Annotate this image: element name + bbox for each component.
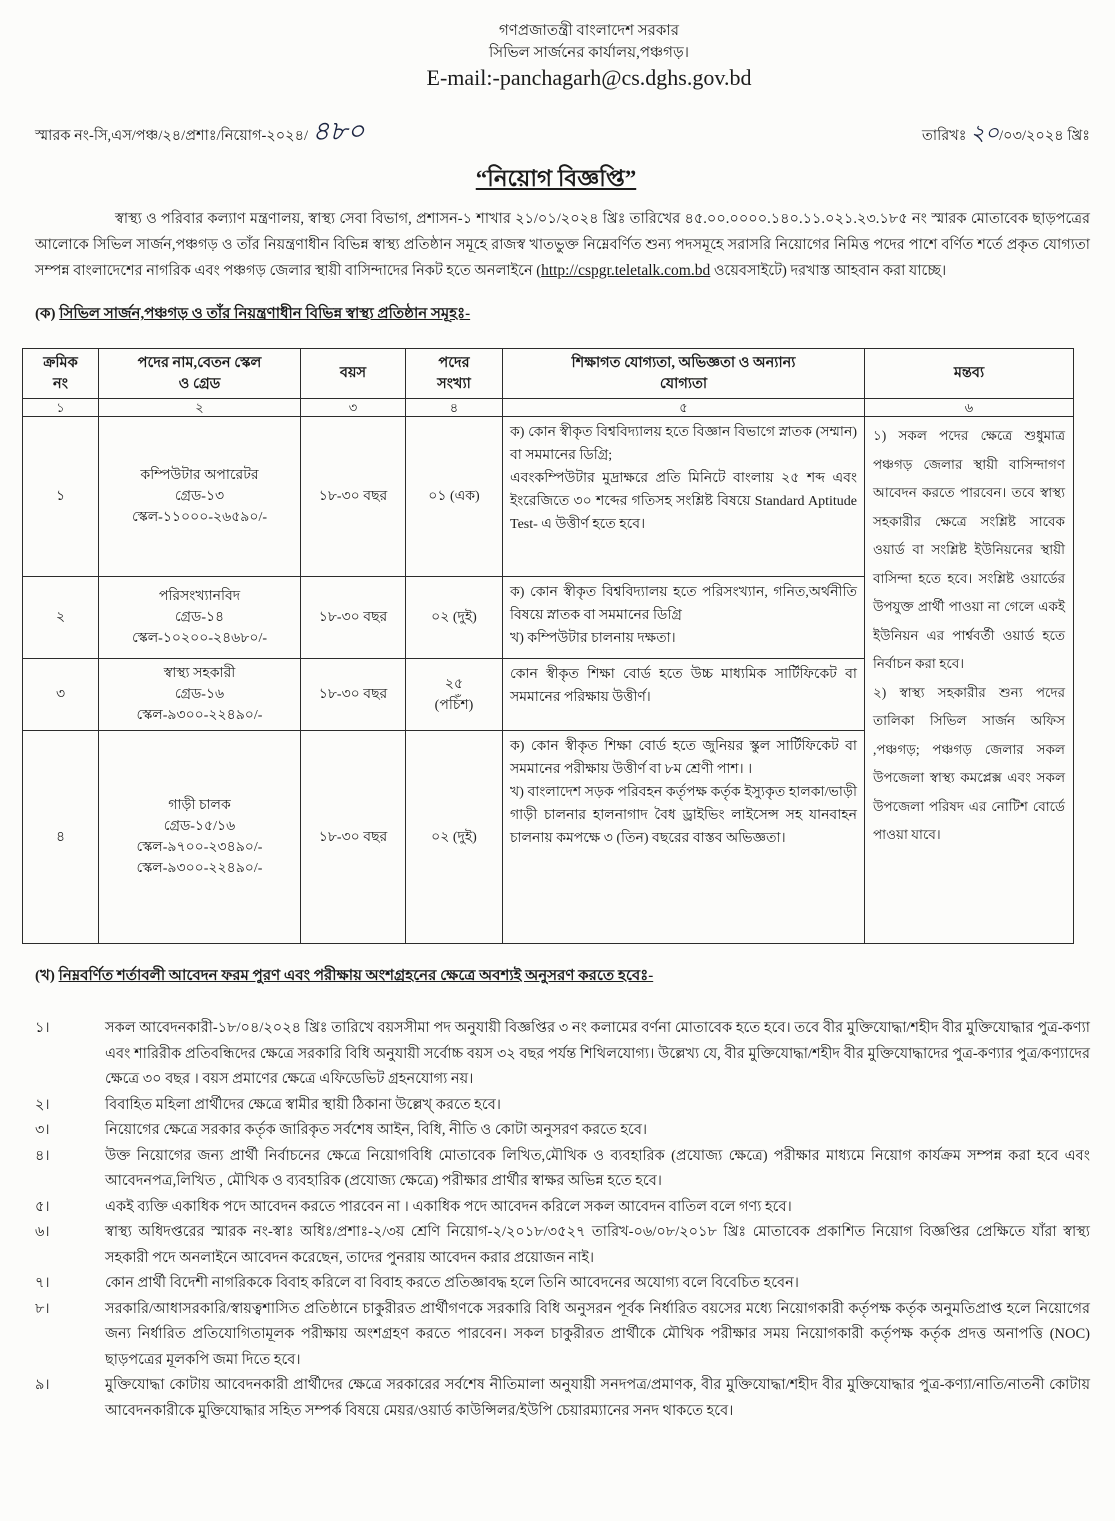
item-text: কোন প্রার্থী বিদেশী নাগরিককে বিবাহ করিলে বা বিবাহ করতে প্রতিজ্ঞাবদ্ধ হলে তিনি আবেদনের অযোগ্য বলে বিবেচিত হবেন। (105, 1275, 799, 1291)
office-email: E-mail:-panchagarh@cs.dghs.gov.bd (426, 65, 752, 90)
column-number-row (23, 399, 1074, 417)
item-number: ৬। (35, 1224, 50, 1240)
section-a-heading (35, 302, 1090, 326)
post-count: ০১ (এক) (428, 489, 480, 504)
serial-cell: ৩ (23, 659, 99, 731)
post-count: ২৫ (444, 676, 464, 692)
item-number: ৩। (35, 1122, 50, 1138)
remarks-cell (865, 417, 1074, 944)
table-row (23, 417, 1074, 577)
list-item (35, 1297, 1090, 1374)
age-cell: ১৮-৩০ বছর (301, 659, 406, 731)
post-name: গাড়ী চালক (168, 798, 231, 813)
header-post-count (406, 349, 503, 399)
column-number: ৬ (865, 399, 1074, 417)
government-name: গণপ্রজাতন্ত্রী বাংলাদেশ সরকার (498, 23, 680, 39)
intro-text-end: ওয়েবসাইটে) দরখাস্ত আহবান করা যাচ্ছে। (710, 263, 947, 279)
post-grade: গ্রেড-১৪ (174, 610, 225, 625)
qualification-cell (503, 417, 865, 577)
section-a-title: সিভিল সার্জন,পঞ্চগড় ও তাঁর নিয়ন্ত্রণাধীন বিভিন্ন স্বাস্থ্য প্রতিষ্ঠান সমূহঃ- (59, 306, 471, 322)
post-count-cell (406, 731, 503, 944)
serial-cell: ২ (23, 577, 99, 659)
table-header-row (23, 349, 1074, 399)
item-number: ৯। (35, 1377, 50, 1393)
memo-line (35, 118, 1090, 144)
post-scale: স্কেল-১১০০০-২৬৫৯০/- (131, 510, 268, 525)
section-a-label: (ক) (35, 306, 60, 322)
post-scale: স্কেল-৯৭০০-২৩৪৯০/- (136, 840, 263, 855)
header-qualification (503, 349, 865, 399)
list-item (35, 1373, 1090, 1424)
header-remarks (865, 349, 1074, 399)
office-name: সিভিল সার্জনের কার্যালয়,পঞ্চগড়। (488, 45, 690, 61)
post-grade: গ্রেড-১৫/১৬ (163, 819, 236, 834)
header-line: শিক্ষাগত যোগ্যতা, অভিজ্ঞতা ও অন্যান্য (571, 354, 796, 371)
intro-text: স্বাস্থ্য ও পরিবার কল্যাণ মন্ত্রণালয়, স্বাস্থ্য সেবা বিভাগ, প্রশাসন-১ শাখার ২১/০১/২০২৪ খ্রিঃ তারিখের ৪৫.০০.০০০০.১৪০.১১.০২১.২৩.১৮৫ নং স্মারক মোতাবেক ছাড়পত্রের আলোকে সিভিল সার্জন,পঞ্চগড় ও তাঁর নিয়ন্ত্রণাধীন বিভিন্ন স্বাস্থ্য প্রতিষ্ঠান সমূহে রাজস্ব খাতভুক্ত নিম্নেবর্ণিত শুন্য পদসমূহে সরাসরি নিয়োগের নিমিত্ত পদের পাশে বর্ণিত শর্তে প্রকৃত যোগ্যতা সম্পন্ন বাংলাদেশের নাগরিক এবং পঞ্চগড় জেলার স্থায়ী বাসিন্দাদের নিকট হতে অনলাইনে ( (35, 211, 1090, 279)
title-text: “নিয়োগ বিজ্ঞপ্তি” (475, 166, 637, 191)
serial-cell: ৪ (23, 731, 99, 944)
header-line: বয়স (339, 365, 367, 381)
post-name: স্বাস্থ্য সহকারী (163, 666, 236, 681)
column-number: ২ (99, 399, 301, 417)
date-handwritten-day: ২০ (970, 120, 1000, 145)
age-cell: ১৮-৩০ বছর (301, 731, 406, 944)
header-line: পদের (438, 354, 470, 371)
age-cell: ১৮-৩০ বছর (301, 577, 406, 659)
memo-prefix: স্মারক নং-সি,এস/পঞ্চ/২৪/প্রশাঃ/নিয়োগ-২০২৪/ (35, 128, 309, 144)
letterhead (88, 20, 1090, 92)
item-text: সরকারি/আধাসরকারি/স্বায়ত্বশাসিত প্রতিষ্ঠানে চাকুরীরত প্রার্থীগণকে সরকারি বিধি অনুসরন পূর্বক নির্ধারিত বয়সের মধ্যে নিয়োগকারী কর্তৃপক্ষ কর্তৃক অনুমতিপ্রাপ্ত হলে নিয়োগের জন্য নির্ধারিত প্রতিযোগিতামূলক পরীক্ষায় অংশগ্রহণ করতে পারবেন। সকল চাকুরীরত প্রার্থীকে মৌখিক পরীক্ষার সময় নিয়োগকারী কর্তৃপক্ষ কর্তৃক প্রদত্ত অনাপত্তি (NOC) ছাড়পত্রের মূলকপি জমা দিতে হবে। (105, 1300, 1090, 1368)
column-number: ৫ (503, 399, 865, 417)
qualification-text: কোন স্বীকৃত শিক্ষা বোর্ড হতে উচ্চ মাধ্যমিক সার্টিফিকেট বা সমমানের পরিক্ষায় উত্তীর্ণ। (510, 667, 857, 705)
qualification-text: ক) কোন স্বীকৃত শিক্ষা বোর্ড হতে জুনিয়র স্কুল সার্টিফিকেট বা সমমানের পরীক্ষায় উত্তীর্ণ বা ৮ম শ্রেণী পাশ। । (510, 739, 857, 777)
section-b-heading (35, 964, 1090, 988)
item-number: ৮। (35, 1300, 50, 1317)
qualification-text: ক) কোন স্বীকৃত বিশ্ববিদ্যালয় হতে পরিসংখ্যান, গনিত,অর্থনীতি বিষয়ে স্নাতক বা সমমানের ডিগ্রি (510, 585, 857, 623)
item-text: একই ব্যক্তি একাধিক পদে আবেদন করতে পারবেন না । একাধিক পদে আবেদন করিলে সকল আবেদন বাতিল বলে গণ্য হবে। (105, 1198, 792, 1215)
header-line: নং (53, 375, 68, 392)
item-number: ৪। (35, 1147, 50, 1164)
post-grade: গ্রেড-১৬ (174, 687, 225, 702)
column-number: ৩ (301, 399, 406, 417)
qualification-cell (503, 659, 865, 731)
item-text: মুক্তিযোদ্ধা কোটায় আবেদনকারী প্রার্থীদের ক্ষেত্রে সরকারের সর্বশেষ নীতিমালা অনুযায়ী সনদপত্র/প্রমাণক, বীর মুক্তিযোদ্ধা/শহীদ বীর মুক্তিযোদ্ধার পুত্র-কণ্যা/নাতি/নাতনী কোটায় আবেদনকারীকে মুক্তিযোদ্ধার সহিত সম্পর্ক বিষয়ে মেয়র/ওয়ার্ড কাউন্সিলর/ইউপি চেয়ারম্যানের সনদ থাকতে হবে। (105, 1377, 1090, 1419)
list-item (35, 1118, 1090, 1144)
list-item (35, 1144, 1090, 1195)
list-item (35, 1271, 1090, 1297)
item-text: স্বাস্থ্য অধিদপ্তরের স্মারক নং-স্বাঃ অধিঃ/প্রশাঃ-২/৩য় শ্রেণি নিয়োগ-২/২০১৮/৩৫২৭ তারিখ-০৬/০৮/২০১৮ খ্রিঃ মোতাবেক প্রকাশিত নিয়োগ বিজ্ঞপ্তির প্রেক্ষিতে যাঁরা স্বাস্থ্য সহকারী পদে অনলাইনে আবেদন করেছেন, তাদের পুনরায় আবেদন করার প্রয়োজন নাই। (105, 1224, 1090, 1266)
post-name: পরিসংখ্যানবিদ (158, 589, 241, 604)
serial-cell: ১ (23, 417, 99, 577)
remark-text: ১) সকল পদের ক্ষেত্রে শুধুমাত্র পঞ্চগড় জেলার স্থায়ী বাসিন্দাগণ আবেদন করতে পারবেন। তবে স্বাস্থ্য সহকারীর ক্ষেত্রে সংশ্লিষ্ট সাবেক ওয়ার্ড বা সংশ্লিষ্ট ইউনিয়নের স্থায়ী বাসিন্দা হতে হবে। সংশ্লিষ্ট ওয়ার্ডের উপযুক্ত প্রার্থী পাওয়া না গেলে একই ইউনিয়ন এর পার্শ্ববর্তী ওয়ার্ড হতে নির্বাচন করা হবে। (873, 428, 1065, 671)
header-line: সংখ্যা (437, 375, 471, 392)
header-line: যোগ্যতা (659, 375, 708, 392)
list-item (35, 1093, 1090, 1119)
qualification-text: খ) কম্পিউটার চালনায় দক্ষতা। (510, 631, 676, 646)
page-title (22, 162, 1090, 196)
section-b-label: (খ) (35, 968, 59, 984)
post-cell (99, 577, 301, 659)
memo-number (35, 118, 365, 149)
header-line: ক্রমিক (43, 354, 78, 371)
column-number: ১ (23, 399, 99, 417)
date-rest: /০৩/২০২৪ খ্রিঃ (999, 128, 1090, 144)
item-number: ৭। (35, 1275, 50, 1291)
post-count-words: (পচিঁশ) (434, 697, 474, 713)
post-count: ০২ (দুই) (431, 829, 477, 845)
application-website-link[interactable]: http://cspgr.teletalk.com.bd (541, 262, 711, 279)
item-text: বিবাহিত মহিলা প্রার্থীদের ক্ষেত্রে স্বামীর স্থায়ী ঠিকানা উল্লেখ্ করতে হবে। (105, 1096, 501, 1113)
post-cell (99, 659, 301, 731)
memo-date (922, 120, 1090, 149)
item-text: সকল আবেদনকারী-১৮/০৪/২০২৪ খ্রিঃ তারিখে বয়সসীমা পদ অনুযায়ী বিজ্ঞপ্তির ৩ নং কলামের বর্ণনা মোতাবেক হতে হবে। তবে বীর মুক্তিযোদ্ধা/শহীদ বীর মুক্তিযোদ্ধার পুত্র-কণ্যা এবং শারিরীক প্রতিবন্ধিদের ক্ষেত্রে সরকারি বিধি অনুযায়ী সর্বোচ্চ বয়স ৩২ বছর পর্যন্ত শিথিলযোগ্য। উল্লেখ্য যে, বীর মুক্তিযোদ্ধা/শহীদ বীর মুক্তিযোদ্ধাদের পুত্র-কণ্যার পুত্র/কণ্যাদের ক্ষেত্রে ৩০ বছর । বয়স প্রমাণের ক্ষেত্রে এফিডেভিট গ্রহনযোগ্য নয়। (105, 1020, 1090, 1087)
header-age (301, 349, 406, 399)
post-scale: স্কেল-৯৩০০-২২৪৯০/- (136, 708, 263, 723)
qualification-cell (503, 731, 865, 944)
vacancy-table (22, 348, 1074, 944)
post-scale-alt: স্কেল-৯৩০০-২২৪৯০/- (136, 861, 263, 876)
header-serial (23, 349, 99, 399)
post-name: কম্পিউটার অপারেটর (140, 468, 259, 483)
post-cell (99, 731, 301, 944)
post-scale: স্কেল-১০২০০-২৪৬৮০/- (131, 631, 268, 646)
list-item (35, 1195, 1090, 1221)
column-number: ৪ (406, 399, 503, 417)
section-b-title: নিম্নবর্ণিত শর্তাবলী আবেদন ফরম পুরণ এবং পরীক্ষায় অংশগ্রহনের ক্ষেত্রে অবশ্যই অনুসরণ করতে হবেঃ- (58, 968, 654, 984)
memo-handwritten-number: ৪৮০ (312, 116, 365, 146)
header-line: মন্তব্য (953, 365, 985, 381)
date-label: তারিখঃ (922, 128, 967, 144)
post-grade: গ্রেড-১৩ (174, 489, 225, 504)
list-item (35, 1016, 1090, 1093)
list-item (35, 1220, 1090, 1271)
post-count-cell (406, 577, 503, 659)
item-number: ১। (35, 1020, 50, 1036)
qualification-text: ক) কোন স্বীকৃত বিশ্ববিদ্যালয় হতে বিজ্ঞান বিভাগে স্নাতক (সম্মান) বা সমমানের ডিগ্রি; (510, 425, 857, 463)
qualification-text: এবংকম্পিউটার মুদ্রাক্ষরে প্রতি মিনিটে বাংলায় ২৫ শব্দ এবং ইংরেজিতে ৩০ শব্দের গতিসহ সংশ্লিষ্ট বিষয়ে Standard Aptitude Test- এ উত্তীর্ণ হতে হবে। (510, 471, 857, 532)
qualification-cell (503, 577, 865, 659)
header-line: ও গ্রেড (178, 375, 221, 392)
header-line: পদের নাম,বেতন স্কেল (137, 354, 262, 371)
remark-text: ২) স্বাস্থ্য সহকারীর শুন্য পদের তালিকা সিভিল সার্জন অফিস ,পঞ্চগড়; পঞ্চগড় জেলার সকল উপজেলা স্বাস্থ্য কমপ্লেক্স এবং সকল উপজেলা পরিষদ এর নোটিশ বোর্ডে পাওয়া যাবে। (873, 684, 1065, 842)
age-cell: ১৮-৩০ বছর (301, 417, 406, 577)
post-count-cell (406, 659, 503, 731)
item-number: ২। (35, 1096, 50, 1113)
post-cell (99, 417, 301, 577)
conditions-list (35, 1016, 1090, 1424)
post-count-cell (406, 417, 503, 577)
header-post (99, 349, 301, 399)
qualification-text: খ) বাংলাদেশ সড়ক পরিবহন কর্তৃপক্ষ কর্তৃক ইস্যুকৃত হালকা/ভাড়ী গাড়ী চালনার হালনাগাদ বৈধ ড্রাইভিং লাইসেন্স সহ যানবাহন চালনায় কমপক্ষে ৩ (তিন) বছরের বাস্তব অভিজ্ঞতা। (510, 785, 857, 846)
intro-paragraph (35, 206, 1090, 284)
item-number: ৫। (35, 1198, 50, 1215)
post-count: ০২ (দুই) (431, 610, 477, 625)
item-text: উক্ত নিয়োগের জন্য প্রার্থী নির্বাচনের ক্ষেত্রে নিয়োগবিধি মোতাবেক লিখিত,মৌখিক ও ব্যবহারিক (প্রযোজ্য ক্ষেত্রে) পরীক্ষার মাধ্যমে নিয়োগ কার্যক্রম সম্পন্ন করা হবে এবং আবেদনপত্র,লিখিত , মৌখিক ও ব্যবহারিক (প্রযোজ্য ক্ষেত্রে) পরীক্ষার প্রার্থীর স্বাক্ষর অভিন্ন হতে হবে। (105, 1147, 1090, 1189)
item-text: নিয়োগের ক্ষেত্রে সরকার কর্তৃক জারিকৃত সর্বশেষ আইন, বিধি, নীতি ও কোটা অনুসরণ করতে হবে। (105, 1122, 648, 1138)
